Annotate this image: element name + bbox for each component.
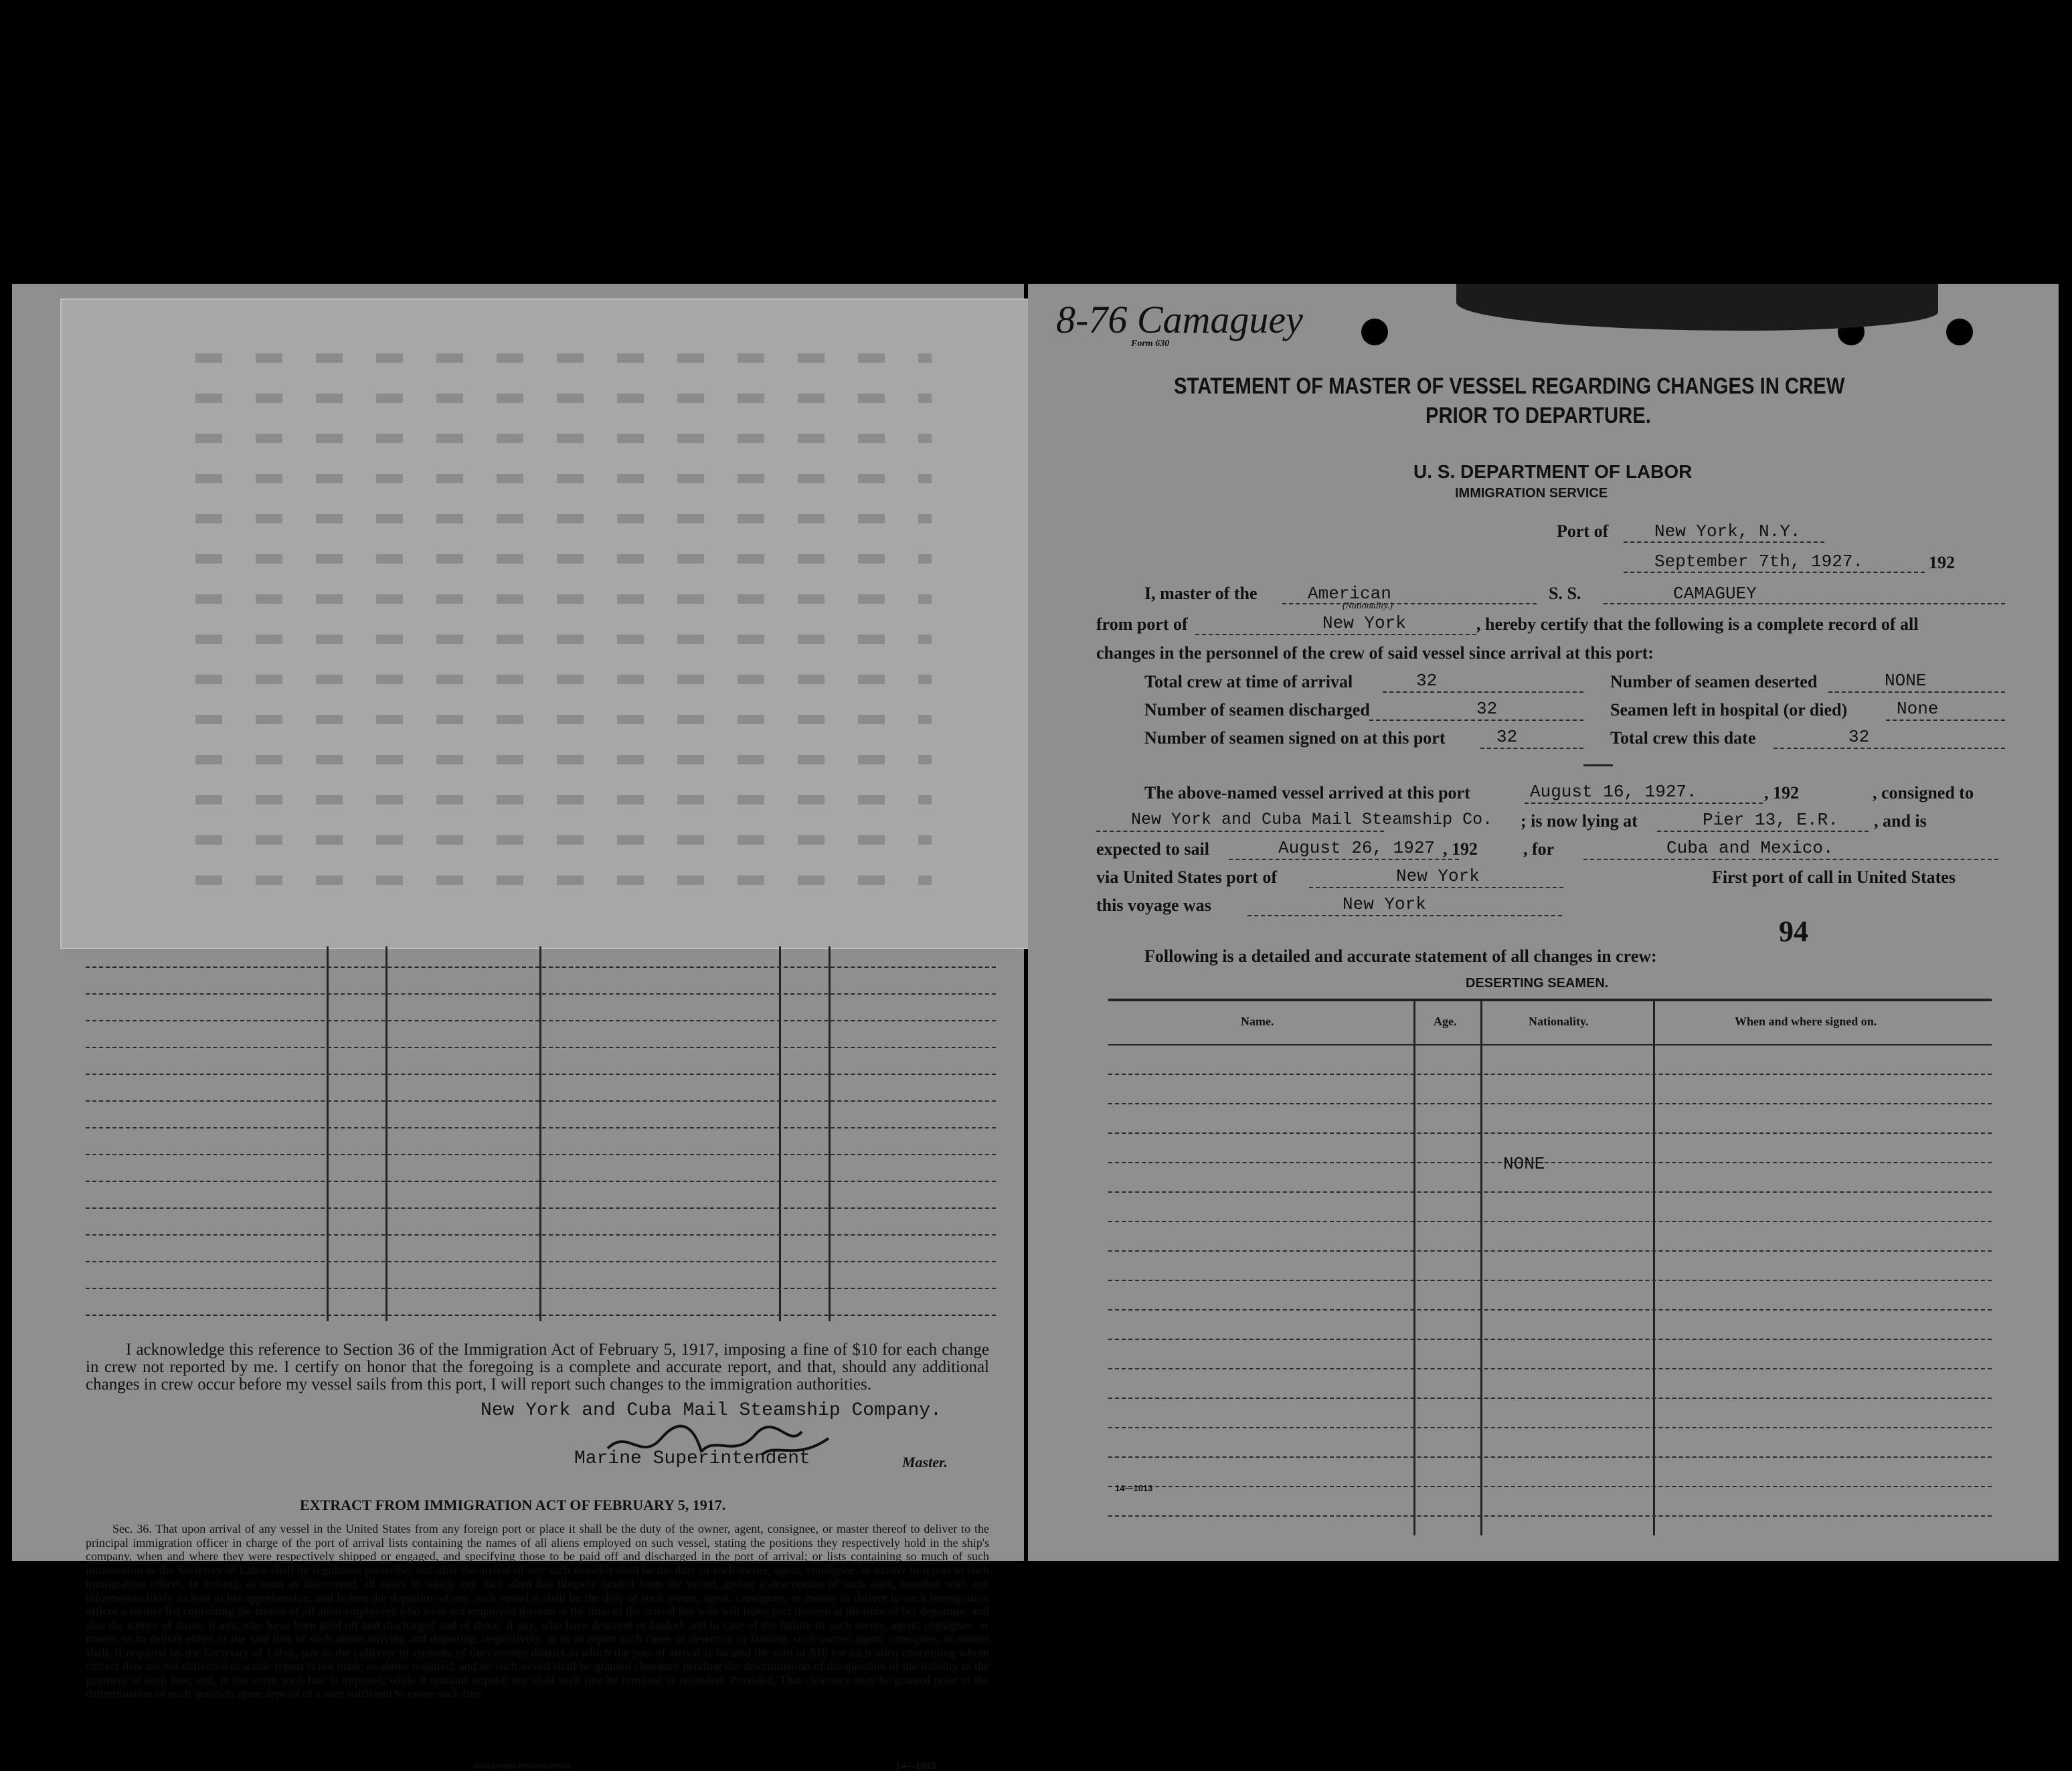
arrived-value: August 16, 1927.: [1530, 782, 1697, 802]
table-header-nationality: Nationality.: [1529, 1015, 1589, 1028]
acknowledge-paragraph: I acknowledge this reference to Section 36 of the Immigration Act of February 5, 1917, imposing a fine of $10 for each change in crew not reported by me. I certify on honor that the foregoing is a complete and accurate report, and that, should any additional changes in crew occur before my vessel sails from this port, I will report such changes to the immigration authorities.: [86, 1341, 989, 1394]
lying-label: ; is now lying at: [1521, 811, 1638, 831]
consigned-label: , consigned to: [1873, 783, 1974, 803]
printing-office: GOVERNMENT PRINTING OFFICE: [474, 1763, 572, 1770]
total-date-value: 32: [1848, 727, 1870, 747]
nationality-value: American: [1308, 584, 1391, 604]
service: IMMIGRATION SERVICE: [1455, 486, 1608, 501]
signed-on-value: 32: [1496, 727, 1518, 747]
right-page: [1028, 284, 2059, 1561]
torn-edge: [1456, 284, 1938, 331]
left-footer-code: 14—1013: [895, 1760, 936, 1771]
from-port-value: New York: [1322, 613, 1406, 633]
signer-title: Marine Superintendent: [574, 1448, 810, 1469]
date-value: September 7th, 1927.: [1654, 552, 1864, 572]
master-label: I, master of the: [1144, 584, 1258, 603]
following-text: Following is a detailed and accurate statement of all changes in crew:: [1144, 946, 1657, 966]
voyage-label: this voyage was: [1096, 896, 1211, 915]
title-line-1: STATEMENT OF MASTER OF VESSEL REGARDING CHANGES IN CREW: [1174, 373, 1845, 399]
consignee-value: New York and Cuba Mail Steamship Co.: [1131, 810, 1493, 829]
expected-value: August 26, 1927: [1278, 838, 1436, 858]
expected-label: expected to sail: [1096, 839, 1209, 859]
via-value: New York: [1396, 866, 1480, 886]
expected-suffix: , 192: [1443, 839, 1478, 859]
right-footer-code: 14—1013: [1115, 1483, 1153, 1493]
and-is-label: , and is: [1874, 811, 1927, 831]
deserted-label: Number of seamen deserted: [1610, 672, 1818, 691]
nationality-caption: (Nationality.): [1343, 601, 1393, 611]
signed-on-label: Number of seamen signed on at this port: [1144, 728, 1446, 748]
handwritten-note: 8-76 Camaguey: [1056, 298, 1303, 341]
extract-text: Sec. 36. That upon arrival of any vessel in the United States from any foreign port or place it shall be the duty of the owner, agent, consignee, or master thereof to deliver to the principal immigration officer in charge of the port of arrival lists containing the names of all aliens employed on such vessel, stating the positions they respectively hold in the ship's company, when and where they were respectively shipped or engaged, and specifying those to be paid off and discharged in the port of arrival; or lists containing so much of such information as the Secretary of Labor shall by regulation prescribe; and after the arrival of any such vessel it shall be the duty of such owner, agent, consignee, or master to report to such immigration officer, in writing, as soon as discovered, all cases in which any such alien has illegally landed from the vessel, giving a description of such alien, together with any information likely to lead to his apprehension; and before the departure of any such vessel it shall be the duty of such owner, agent, consignee, or master to deliver to such immigration officer a further list containing the names of all alien employees who were not employed thereon at the time of the arrival but who will leave port thereon at the time of her departure, and also the names of those, if any, who have been paid off and discharged and of those, if any, who have deserted or landed; and in case of the failure of such owner, agent, consignee, or master so to deliver either of the said lists of such aliens arriving and departing, respectively, or so to report such cases of desertion or landing, such owner, agent, consignee, or master shall, if required by the Secretary of Labor, pay to the collector of customs of the customs district in which the port of arrival is located the sum of $10 for each alien concerning whom correct lists are not delivered or a true report is not made as above required; and no such vessel shall be granted clearance pending the determination of the question of the liability to the payment of such fine, and, in the event such fine is imposed, while it remains unpaid; nor shall such fine be remitted or refunded: Provided, That clearance may be granted prior to the determination of such question upon deposit of a sum sufficient to cover such fine.: [86, 1522, 989, 1700]
table-header-age: Age.: [1434, 1015, 1457, 1028]
from-port-label: from port of: [1096, 614, 1188, 634]
vessel-value: CAMAGUEY: [1673, 584, 1757, 604]
table-header-name: Name.: [1241, 1015, 1274, 1028]
table-header-border: [1108, 1044, 1992, 1045]
table-none-entry: NONE: [1503, 1154, 1545, 1174]
total-arrival-value: 32: [1416, 671, 1438, 691]
deserting-heading: DESERTING SEAMEN.: [1466, 976, 1609, 991]
changes-text: changes in the personnel of the crew of said vessel since arrival at this port:: [1096, 643, 1654, 663]
voyage-value: New York: [1343, 894, 1426, 914]
certify-text: , hereby certify that the following is a complete record of all: [1476, 614, 1919, 634]
hospital-label: Seamen left in hospital (or died): [1610, 700, 1848, 720]
lying-value: Pier 13, E.R.: [1703, 810, 1838, 830]
arrived-suffix: , 192: [1764, 783, 1799, 803]
left-page: [12, 284, 1024, 1771]
discharged-label: Number of seamen discharged: [1144, 700, 1370, 720]
table-header-signed-on: When and where signed on.: [1735, 1015, 1877, 1028]
total-date-label: Total crew this date: [1610, 728, 1756, 748]
arrived-label: The above-named vessel arrived at this port: [1144, 783, 1470, 803]
for-value: Cuba and Mexico.: [1666, 838, 1834, 858]
port-value: New York, N.Y.: [1654, 521, 1801, 541]
date-suffix: 192: [1929, 553, 1955, 572]
punch-hole: [1946, 319, 1973, 345]
hospital-value: None: [1897, 699, 1939, 719]
extract-heading: EXTRACT FROM IMMIGRATION ACT OF FEBRUARY 5, 1917.: [300, 1497, 726, 1513]
discharged-value: 32: [1476, 699, 1498, 719]
for-label: , for: [1523, 839, 1555, 859]
form-number: Form 630: [1131, 339, 1170, 349]
ss-label: S. S.: [1549, 584, 1581, 603]
master-suffix: Master.: [902, 1454, 948, 1470]
total-arrival-label: Total crew at time of arrival: [1144, 672, 1353, 691]
company-signature: New York and Cuba Mail Steamship Company.: [481, 1400, 942, 1421]
deserted-value: NONE: [1885, 671, 1927, 691]
title-line-2: PRIOR TO DEPARTURE.: [1426, 403, 1651, 428]
port-label: Port of: [1557, 521, 1609, 541]
table-top-border: [1108, 999, 1992, 1001]
overlay-sheet: [60, 299, 1045, 949]
punch-hole: [1361, 319, 1388, 345]
first-port-label: First port of call in United States: [1712, 867, 1956, 887]
stamp-number: 94: [1779, 915, 1808, 948]
via-label: via United States port of: [1096, 867, 1278, 887]
department: U. S. DEPARTMENT OF LABOR: [1413, 461, 1693, 482]
